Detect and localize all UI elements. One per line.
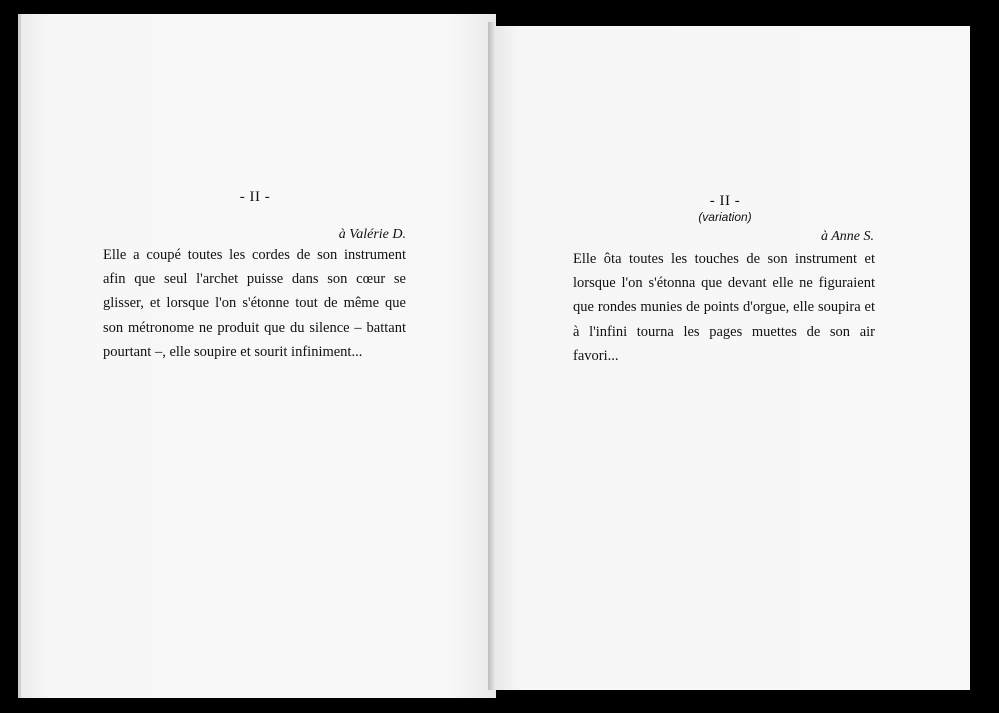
left-page-dedication: à Valérie D.	[338, 227, 406, 242]
poem-line: glisser, et lorsque l'on s'étonne tout de même que	[103, 295, 406, 312]
right-page-heading: - II -	[709, 193, 741, 209]
poem-line: Elle ôta toutes les touches de son instrument et	[573, 251, 875, 267]
book-gutter	[488, 22, 494, 690]
poem-line: pourtant –, elle soupire et sourit infiniment...	[103, 343, 363, 360]
poem-line: favori...	[573, 347, 619, 364]
poem-line: Elle a coupé toutes les cordes de son instrument	[103, 247, 406, 263]
right-page-poem	[573, 247, 875, 368]
poem-line: lorsque l'on s'étonna que devant elle ne figuraient	[573, 275, 875, 292]
right-page-dedication: à Anne S.	[820, 229, 874, 244]
poem-line: à l'infini tourna les pages muettes de son air	[573, 323, 875, 340]
poem-line: afin que seul l'archet puisse dans son cœur se	[103, 271, 406, 288]
left-page-heading: - II -	[239, 189, 271, 205]
poem-line: son métronome ne produit que du silence – battant	[103, 319, 406, 336]
poem-line: que rondes munies de points d'orgue, elle soupira et	[573, 299, 875, 316]
left-page-poem	[103, 243, 406, 364]
right-page-variation: (variation)	[698, 210, 752, 224]
